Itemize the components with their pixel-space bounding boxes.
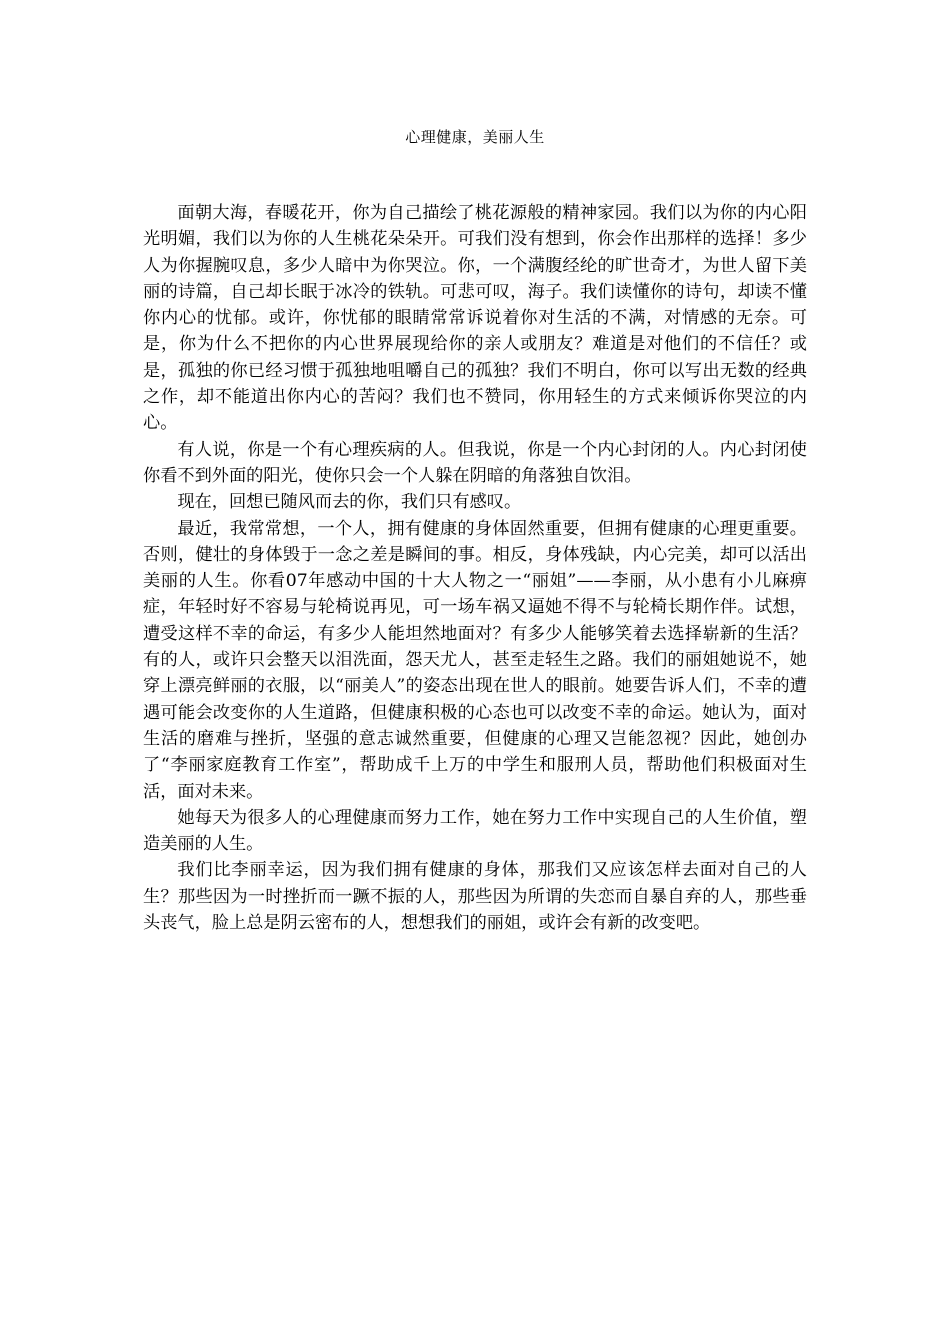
paragraph: 有人说，你是一个有心理疾病的人。但我说，你是一个内心封闭的人。内心封闭使你看不到外面的阳光，使你只会一个人躲在阴暗的角落独自饮泪。 <box>143 439 807 486</box>
paragraph: 她每天为很多人的心理健康而努力工作，她在努力工作中实现自己的人生价值，塑造美丽的人生。 <box>143 807 807 855</box>
paragraph: 面朝大海，春暖花开，你为自己描绘了桃花源般的精神家园。我们以为你的内心阳光明媚，我们以为你的人生桃花朵朵开。可我们没有想到，你会作出那样的选择！多少人为你握腕叹息，多少人暗中为你哭泣。你，一个满腹经纶的旷世奇才，为世人留下美丽的诗篇，自己却长眠于冰冷的铁轨。可悲可叹，海子。我们读懂你的诗句，却读不懂你内心的忧郁。或许，你忧郁的眼睛常常诉说着你对生活的不满，对情感的无奈。可是，你为什么不把你的内心世界展现给你的亲人或朋友？难道是对他们的不信任？或是，孤独的你已经习惯于孤独地咀嚼自己的孤独？我们不明白，你可以写出无数的经典之作，却不能道出你内心的苦闷？我们也不赞同，你用轻生的方式来倾诉你哭泣的内心。 <box>143 203 807 434</box>
document-title: 心理健康，美丽人生 <box>405 128 545 146</box>
document-body <box>143 200 807 936</box>
paragraph: 我们比李丽幸运，因为我们拥有健康的身体，那我们又应该怎样去面对自己的人生？那些因为一时挫折而一蹶不振的人，那些因为所谓的失恋而自暴自弃的人，那些垂头丧气，脸上总是阴云密布的人，想想我们的丽姐，或许会有新的改变吧。 <box>143 860 807 934</box>
paragraph: 最近，我常常想，一个人，拥有健康的身体固然重要，但拥有健康的心理更重要。否则，健壮的身体毁于一念之差是瞬间的事。相反，身体残缺，内心完美，却可以活出美丽的人生。你看07年感动中国的十大人物之一“丽姐”——李丽，从小患有小儿麻痹症，年轻时好不容易与轮椅说再见，可一场车祸又逼她不得不与轮椅长期作伴。试想，遭受这样不幸的命运，有多少人能坦然地面对？有多少人能够笑着去选择崭新的生活？有的人，或许只会整天以泪洗面，怨天尤人，甚至走轻生之路。我们的丽姐她说不，她穿上漂亮鲜丽的衣服，以“丽美人”的姿态出现在世人的眼前。她要告诉人们，不幸的遭遇可能会改变你的人生道路，但健康积极的心态也可以改变不幸的命运。她认为，面对生活的磨难与挫折，坚强的意志诚然重要，但健康的心理又岂能忽视？因此，她创办了“李丽家庭教育工作室”，帮助成千上万的中学生和服刑人员，帮助他们积极面对生活，面对未来。 <box>143 518 807 802</box>
paragraph: 现在，回想已随风而去的你，我们只有感叹。 <box>177 492 522 513</box>
